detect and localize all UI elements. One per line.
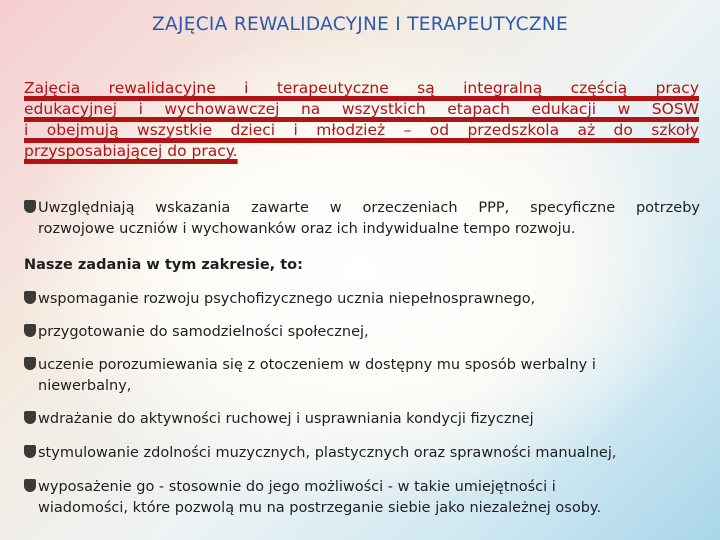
task-line-2: wiadomości, które pozwolą mu na postrzeganie siebie jako niezależnej osoby. <box>38 500 602 516</box>
task-item <box>24 409 700 430</box>
bullet-icon <box>24 291 36 304</box>
intro-line-2: edukacyjnej i wychowawczej na wszystkich etapach edukacji w SOSW <box>24 100 699 118</box>
bullet-icon <box>24 357 36 370</box>
bullet-icon <box>24 411 36 424</box>
bullet-icon <box>24 324 36 337</box>
intro-paragraph <box>24 78 699 162</box>
task-item <box>24 355 700 397</box>
intro-line-1: Zajęcia rewalidacyjne i terapeutyczne są integralną częścią pracy <box>24 79 699 97</box>
task-line-1: przygotowanie do samodzielności społecznej, <box>38 324 369 340</box>
bullet-icon <box>24 200 36 213</box>
first-point-line-2: rozwojowe uczniów i wychowanków oraz ich indywidualne tempo rozwoju. <box>38 221 576 237</box>
page-title: ZAJĘCIA REWALIDACYJNE I TERAPEUTYCZNE <box>152 14 568 35</box>
task-line-1: wspomaganie rozwoju psychofizycznego ucznia niepełnosprawnego, <box>38 291 536 307</box>
bullet-icon <box>24 445 36 458</box>
task-line-1: wdrażanie do aktywności ruchowej i usprawniania kondycji fizycznej <box>38 411 534 427</box>
first-point <box>24 198 700 240</box>
task-item <box>24 322 700 343</box>
task-line-1: stymulowanie zdolności muzycznych, plastycznych oraz sprawności manualnej, <box>38 445 617 461</box>
task-item <box>24 443 700 464</box>
task-item <box>24 289 700 310</box>
intro-line-3: i obejmują wszystkie dzieci i młodzież – od przedszkola aż do szkoły <box>24 121 699 139</box>
task-line-2: niewerbalny, <box>38 378 132 394</box>
bullet-icon <box>24 479 36 492</box>
task-line-1: uczenie porozumiewania się z otoczeniem w dostępny mu sposób werbalny i <box>38 357 596 373</box>
task-item <box>24 477 700 519</box>
intro-line-4: przysposabiającej do pracy. <box>24 142 238 160</box>
task-line-1: wyposażenie go - stosownie do jego możliwości - w takie umiejętności i <box>38 479 556 495</box>
tasks-heading: Nasze zadania w tym zakresie, to: <box>24 257 303 273</box>
first-point-line-1: Uwzględniają wskazania zawarte w orzeczeniach PPP, specyficzne potrzeby <box>38 200 700 216</box>
